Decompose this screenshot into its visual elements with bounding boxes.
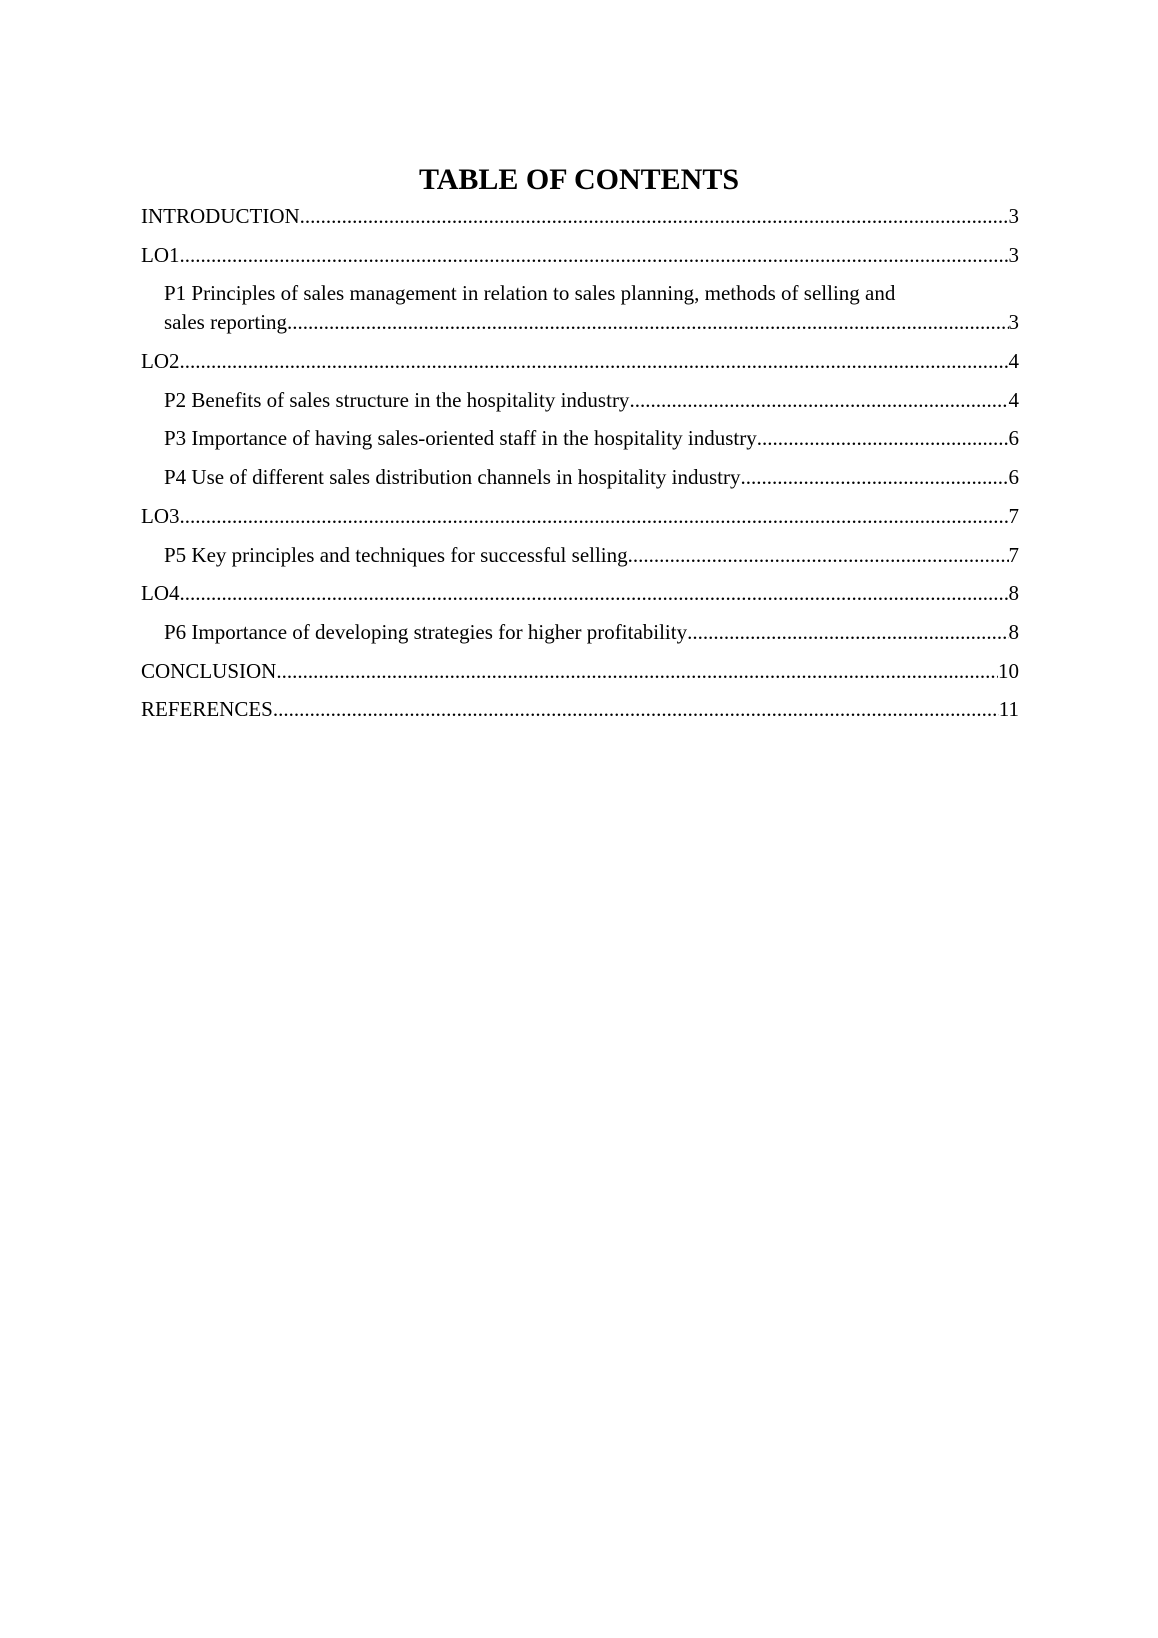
toc-entry-page: 3 bbox=[1008, 242, 1019, 267]
dot-leader bbox=[740, 463, 1008, 492]
toc-entry-references[interactable] bbox=[141, 695, 1019, 724]
toc-entry-page: 3 bbox=[1008, 310, 1019, 335]
dot-leader bbox=[180, 347, 1009, 376]
toc-entry-label-continued: sales reporting bbox=[164, 310, 288, 335]
dot-leader bbox=[629, 386, 1008, 415]
toc-entry-p4[interactable] bbox=[141, 463, 1019, 492]
toc-entry-p2[interactable] bbox=[141, 386, 1019, 415]
dot-leader bbox=[300, 202, 1009, 231]
toc-entry-label: CONCLUSION bbox=[141, 658, 277, 683]
dot-leader bbox=[287, 308, 1008, 337]
toc-entry-page: 10 bbox=[998, 658, 1019, 683]
dot-leader bbox=[180, 241, 1009, 270]
dot-leader bbox=[687, 618, 1008, 647]
toc-entry-page: 6 bbox=[1008, 465, 1019, 490]
toc-entry-page: 8 bbox=[1008, 619, 1019, 644]
dot-leader bbox=[180, 502, 1009, 531]
toc-entry-page: 6 bbox=[1008, 426, 1019, 451]
toc-entry-page: 3 bbox=[1008, 204, 1019, 228]
page-title: TABLE OF CONTENTS bbox=[418, 163, 740, 196]
table-of-contents bbox=[141, 202, 1019, 734]
toc-entry-p1[interactable] bbox=[141, 279, 1019, 337]
toc-entry-label: REFERENCES bbox=[141, 697, 273, 722]
dot-leader bbox=[276, 657, 998, 686]
toc-entry-page: 7 bbox=[1008, 503, 1019, 528]
toc-entry-label: P4 Use of different sales distribution channels in hospitality industry bbox=[164, 465, 741, 490]
toc-entry-page: 8 bbox=[1008, 581, 1019, 606]
toc-entry-page: 7 bbox=[1008, 542, 1019, 567]
toc-entry-page: 11 bbox=[998, 697, 1019, 722]
toc-entry-label: INTRODUCTION bbox=[141, 204, 300, 228]
toc-entry-lo2[interactable] bbox=[141, 347, 1019, 376]
dot-leader bbox=[628, 541, 1009, 570]
toc-entry-lo4[interactable] bbox=[141, 579, 1019, 608]
toc-entry-label: P1 Principles of sales management in relation to sales planning, methods of selling and bbox=[164, 281, 896, 306]
toc-entry-label: LO3 bbox=[141, 503, 180, 528]
dot-leader bbox=[180, 579, 1009, 608]
toc-entry-lo3[interactable] bbox=[141, 502, 1019, 531]
toc-entry-page: 4 bbox=[1008, 387, 1019, 412]
toc-entry-label: LO2 bbox=[141, 349, 180, 374]
toc-entry-conclusion[interactable] bbox=[141, 657, 1019, 686]
toc-entry-p6[interactable] bbox=[141, 618, 1019, 647]
toc-entry-lo1[interactable] bbox=[141, 241, 1019, 270]
toc-entry-label: P6 Importance of developing strategies for higher profitability bbox=[164, 619, 688, 644]
toc-entry-label: P2 Benefits of sales structure in the hospitality industry bbox=[164, 387, 630, 412]
toc-entry-label: LO4 bbox=[141, 581, 180, 606]
toc-entry-introduction[interactable] bbox=[141, 202, 1019, 231]
toc-entry-page: 4 bbox=[1008, 349, 1019, 374]
toc-entry-p5[interactable] bbox=[141, 541, 1019, 570]
toc-entry-label: P5 Key principles and techniques for successful selling bbox=[164, 542, 628, 567]
toc-entry-label: LO1 bbox=[141, 242, 180, 267]
dot-leader bbox=[273, 695, 999, 724]
toc-entry-label: P3 Importance of having sales-oriented staff in the hospitality industry bbox=[164, 426, 757, 451]
toc-entry-p3[interactable] bbox=[141, 424, 1019, 453]
dot-leader bbox=[757, 424, 1009, 453]
